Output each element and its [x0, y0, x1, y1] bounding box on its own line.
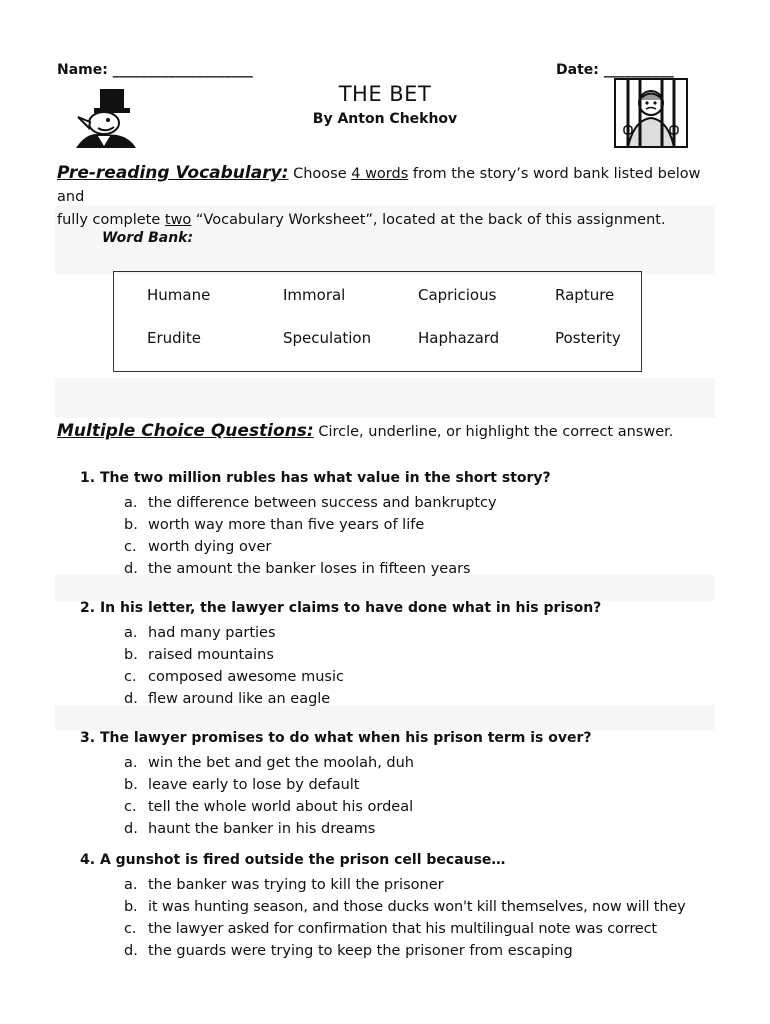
question-text: 1. The two million rubles has what value in the short story?: [80, 470, 551, 486]
answer-option[interactable]: d. the guards were trying to keep the prisoner from escaping: [124, 943, 573, 959]
answer-option[interactable]: b. leave early to lose by default: [124, 777, 360, 793]
answer-option[interactable]: a. the banker was trying to kill the prisoner: [124, 877, 444, 893]
question-text: 4. A gunshot is fired outside the prison cell because…: [80, 852, 506, 868]
date-field-label: Date: __________: [556, 62, 674, 78]
mc-instructions: [57, 421, 747, 441]
word-bank-word: Speculation: [283, 329, 372, 347]
background-stripe: [55, 378, 715, 418]
question-text: 3. The lawyer promises to do what when his prison term is over?: [80, 730, 592, 746]
word-bank-box: [113, 271, 642, 372]
vocab-instr-count: 4 words: [351, 166, 409, 182]
vocab-section-heading: Pre-reading Vocabulary:: [57, 163, 289, 183]
answer-option[interactable]: b. worth way more than five years of life: [124, 517, 425, 533]
prisoner-behind-bars-illustration-icon: [614, 78, 688, 148]
vocab-instructions: [57, 162, 727, 232]
word-bank-word: Immoral: [283, 286, 346, 304]
word-bank-word: Humane: [147, 286, 211, 304]
question-3: [80, 730, 740, 840]
answer-option[interactable]: c. the lawyer asked for confirmation that his multilingual note was correct: [124, 921, 657, 937]
vocab-instr-worksheet-count: two: [164, 212, 192, 228]
word-bank-word: Rapture: [555, 286, 615, 304]
answer-option[interactable]: c. composed awesome music: [124, 669, 344, 685]
vocab-instr-text: Choose: [293, 166, 347, 182]
word-bank-word: Capricious: [418, 286, 497, 304]
vocab-instr-text: from the story’s word bank listed below and: [57, 166, 701, 205]
answer-option[interactable]: b. raised mountains: [124, 647, 274, 663]
name-field-label: Name: ____________________: [57, 62, 253, 78]
vocab-instr-text: fully complete: [57, 212, 161, 228]
banker-top-hat-illustration-icon: [70, 86, 142, 148]
word-bank-label: Word Bank:: [102, 230, 194, 246]
author-byline: By Anton Chekhov: [312, 111, 458, 127]
answer-option[interactable]: c. tell the whole world about his ordeal: [124, 799, 414, 815]
answer-option[interactable]: a. had many parties: [124, 625, 276, 641]
answer-option[interactable]: a. the difference between success and bankruptcy: [124, 495, 497, 511]
question-4: [80, 852, 740, 962]
mc-section-heading: Multiple Choice Questions:: [57, 421, 314, 441]
question-2: [80, 600, 740, 710]
mc-instructions-text: Circle, underline, or highlight the correct answer.: [318, 424, 674, 440]
answer-option[interactable]: d. the amount the banker loses in fifteen years: [124, 561, 471, 577]
word-bank-word: Erudite: [147, 329, 201, 347]
page-title: THE BET: [338, 82, 432, 106]
question-1: [80, 470, 740, 580]
vocab-instr-text: “Vocabulary Worksheet”, located at the back of this assignment.: [195, 212, 666, 228]
answer-option[interactable]: d. flew around like an eagle: [124, 691, 331, 707]
word-bank-word: Posterity: [555, 329, 621, 347]
question-text: 2. In his letter, the lawyer claims to have done what in his prison?: [80, 600, 602, 616]
answer-option[interactable]: b. it was hunting season, and those ducks won't kill themselves, now will they: [124, 899, 686, 915]
answer-option[interactable]: d. haunt the banker in his dreams: [124, 821, 376, 837]
word-bank-word: Haphazard: [418, 329, 500, 347]
answer-option[interactable]: a. win the bet and get the moolah, duh: [124, 755, 414, 771]
answer-option[interactable]: c. worth dying over: [124, 539, 272, 555]
